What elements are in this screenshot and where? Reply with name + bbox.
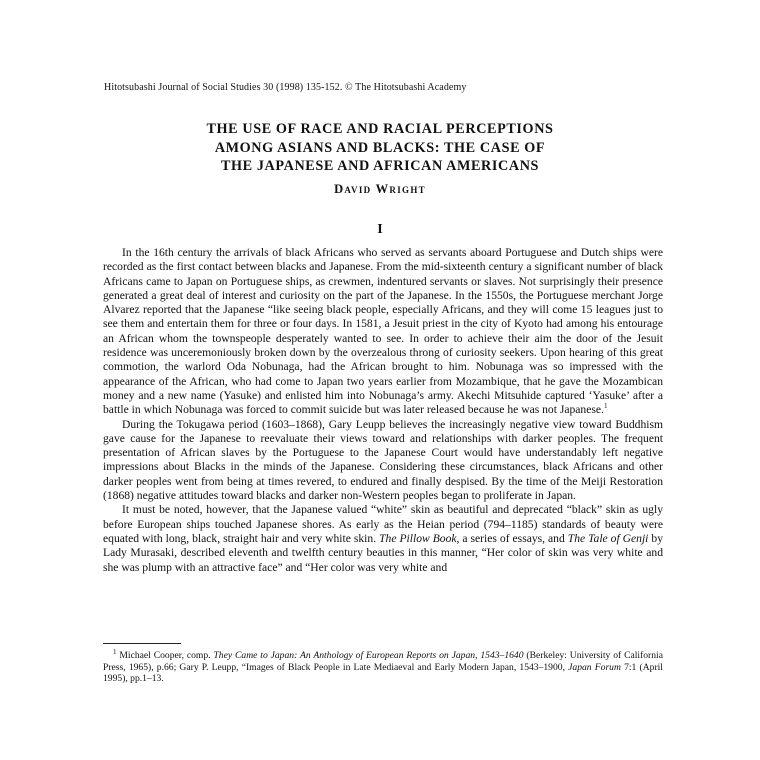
- journal-citation-header: Hitotsubashi Journal of Social Studies 30 (1998) 135-152. © The Hitotsubashi Academy: [104, 82, 467, 93]
- footnote-divider: [103, 643, 181, 644]
- cited-journal-title: Japan Forum: [568, 661, 621, 673]
- cited-book-title: They Came to Japan: An Anthology of European Reports on Japan, 1543–1640: [213, 650, 524, 661]
- paragraph-1: In the 16th century the arrivals of black Africans who served as servants aboard Portuguese and Dutch ships were recorded as the first contact between blacks and Japanese. From the mid-sixteenth century a significant number of black Africans came to Japan on Portuguese ships, as crewmen, indentured servants or slaves. Not surprisingly their presence generated a great deal of interest and curiosity on the part of the Japanese. In the 1550s, the Portuguese merchant Jorge Alvarez reported that the Japanese “like seeing black people, especially Africans, and they will come 15 leagues just to see them and entertain them for three or four days. In 1581, a Jesuit priest in the city of Kyoto had among his entourage an African whom the townspeople desperately wanted to see. In order to achieve their aim the door of the Jesuit residence was unceremoniously broken down by the overzealous throng of curiosity seekers. Upon hearing of this great commotion, the warlord Oda Nobunaga, had the African brought to him. Nobunaga was so impressed with the appearance of the African, who had come to Japan two years earlier from Mozambique, that he gave the Mozambican money and a new name (Yasuke) and enlisted him into Nobunaga’s army. Akechi Mitsuhide captured ‘Yasuke’ after a battle in which Nobunaga was forced to commit suicide but was later released because he was not Japanese.$^1$: [103, 246, 663, 417]
- title-line: THE JAPANESE AND AFRICAN AMERICANS: [220, 158, 540, 174]
- footnote-reference[interactable]: 1: [603, 402, 608, 411]
- body-text: [103, 246, 663, 575]
- paragraph-2: During the Tokugawa period (1603–1868), Gary Leupp believes the increasingly negative view toward Buddhism gave cause for the Japanese to reevaluate their views toward and relationships with darker peoples. The frequent presentation of African slaves by the Portuguese to the Japanese Court would have understandably left negative impressions about Blacks in the minds of the Japanese. Considering these circumstances, black Africans and other darker peoples went from being at times revered, to endured and finally despised. By the time of the Meiji Restoration (1868) negative attitudes toward blacks and darker non-Western peoples began to proliferate in Japan.: [103, 417, 663, 503]
- article-title: [100, 120, 660, 176]
- work-title: The Tale of Genji: [567, 531, 649, 545]
- footnote: $^1$ Michael Cooper, comp. They Came to Japan: An Anthology of European Reports on Japan, 1543–1640 (Berkeley: University of California Press, 1965), p.66; Gary P. Leupp, “Images of Black People in Late Mediaeval and Early Modern Japan, 1543–1900, Japan Forum 7:1 (April 1995), pp.1–13.: [103, 647, 663, 685]
- title-line: AMONG ASIANS AND BLACKS: THE CASE OF: [214, 139, 546, 156]
- section-number: I: [377, 222, 383, 237]
- author-name: David Wright: [334, 182, 426, 196]
- work-title: The Pillow Book: [379, 531, 457, 545]
- title-line: THE USE OF RACE AND RACIAL PERCEPTIONS: [206, 121, 554, 137]
- paragraph-3: It must be noted, however, that the Japanese valued “white” skin as beautiful and deprecated “black” skin as ugly before European ships touched Japanese shores. As early as the Heian period (794–1185) standards of beauty were equated with long, black, straight hair and very white skin. The Pillow Book, a series of essays, and The Tale of Genji by Lady Murasaki, described eleventh and twelfth century beauties in this manner, “Her color of skin was very white and she was plump with an attractive face” and “Her color was very white and: [103, 503, 663, 574]
- footnote-number: 1: [113, 647, 117, 656]
